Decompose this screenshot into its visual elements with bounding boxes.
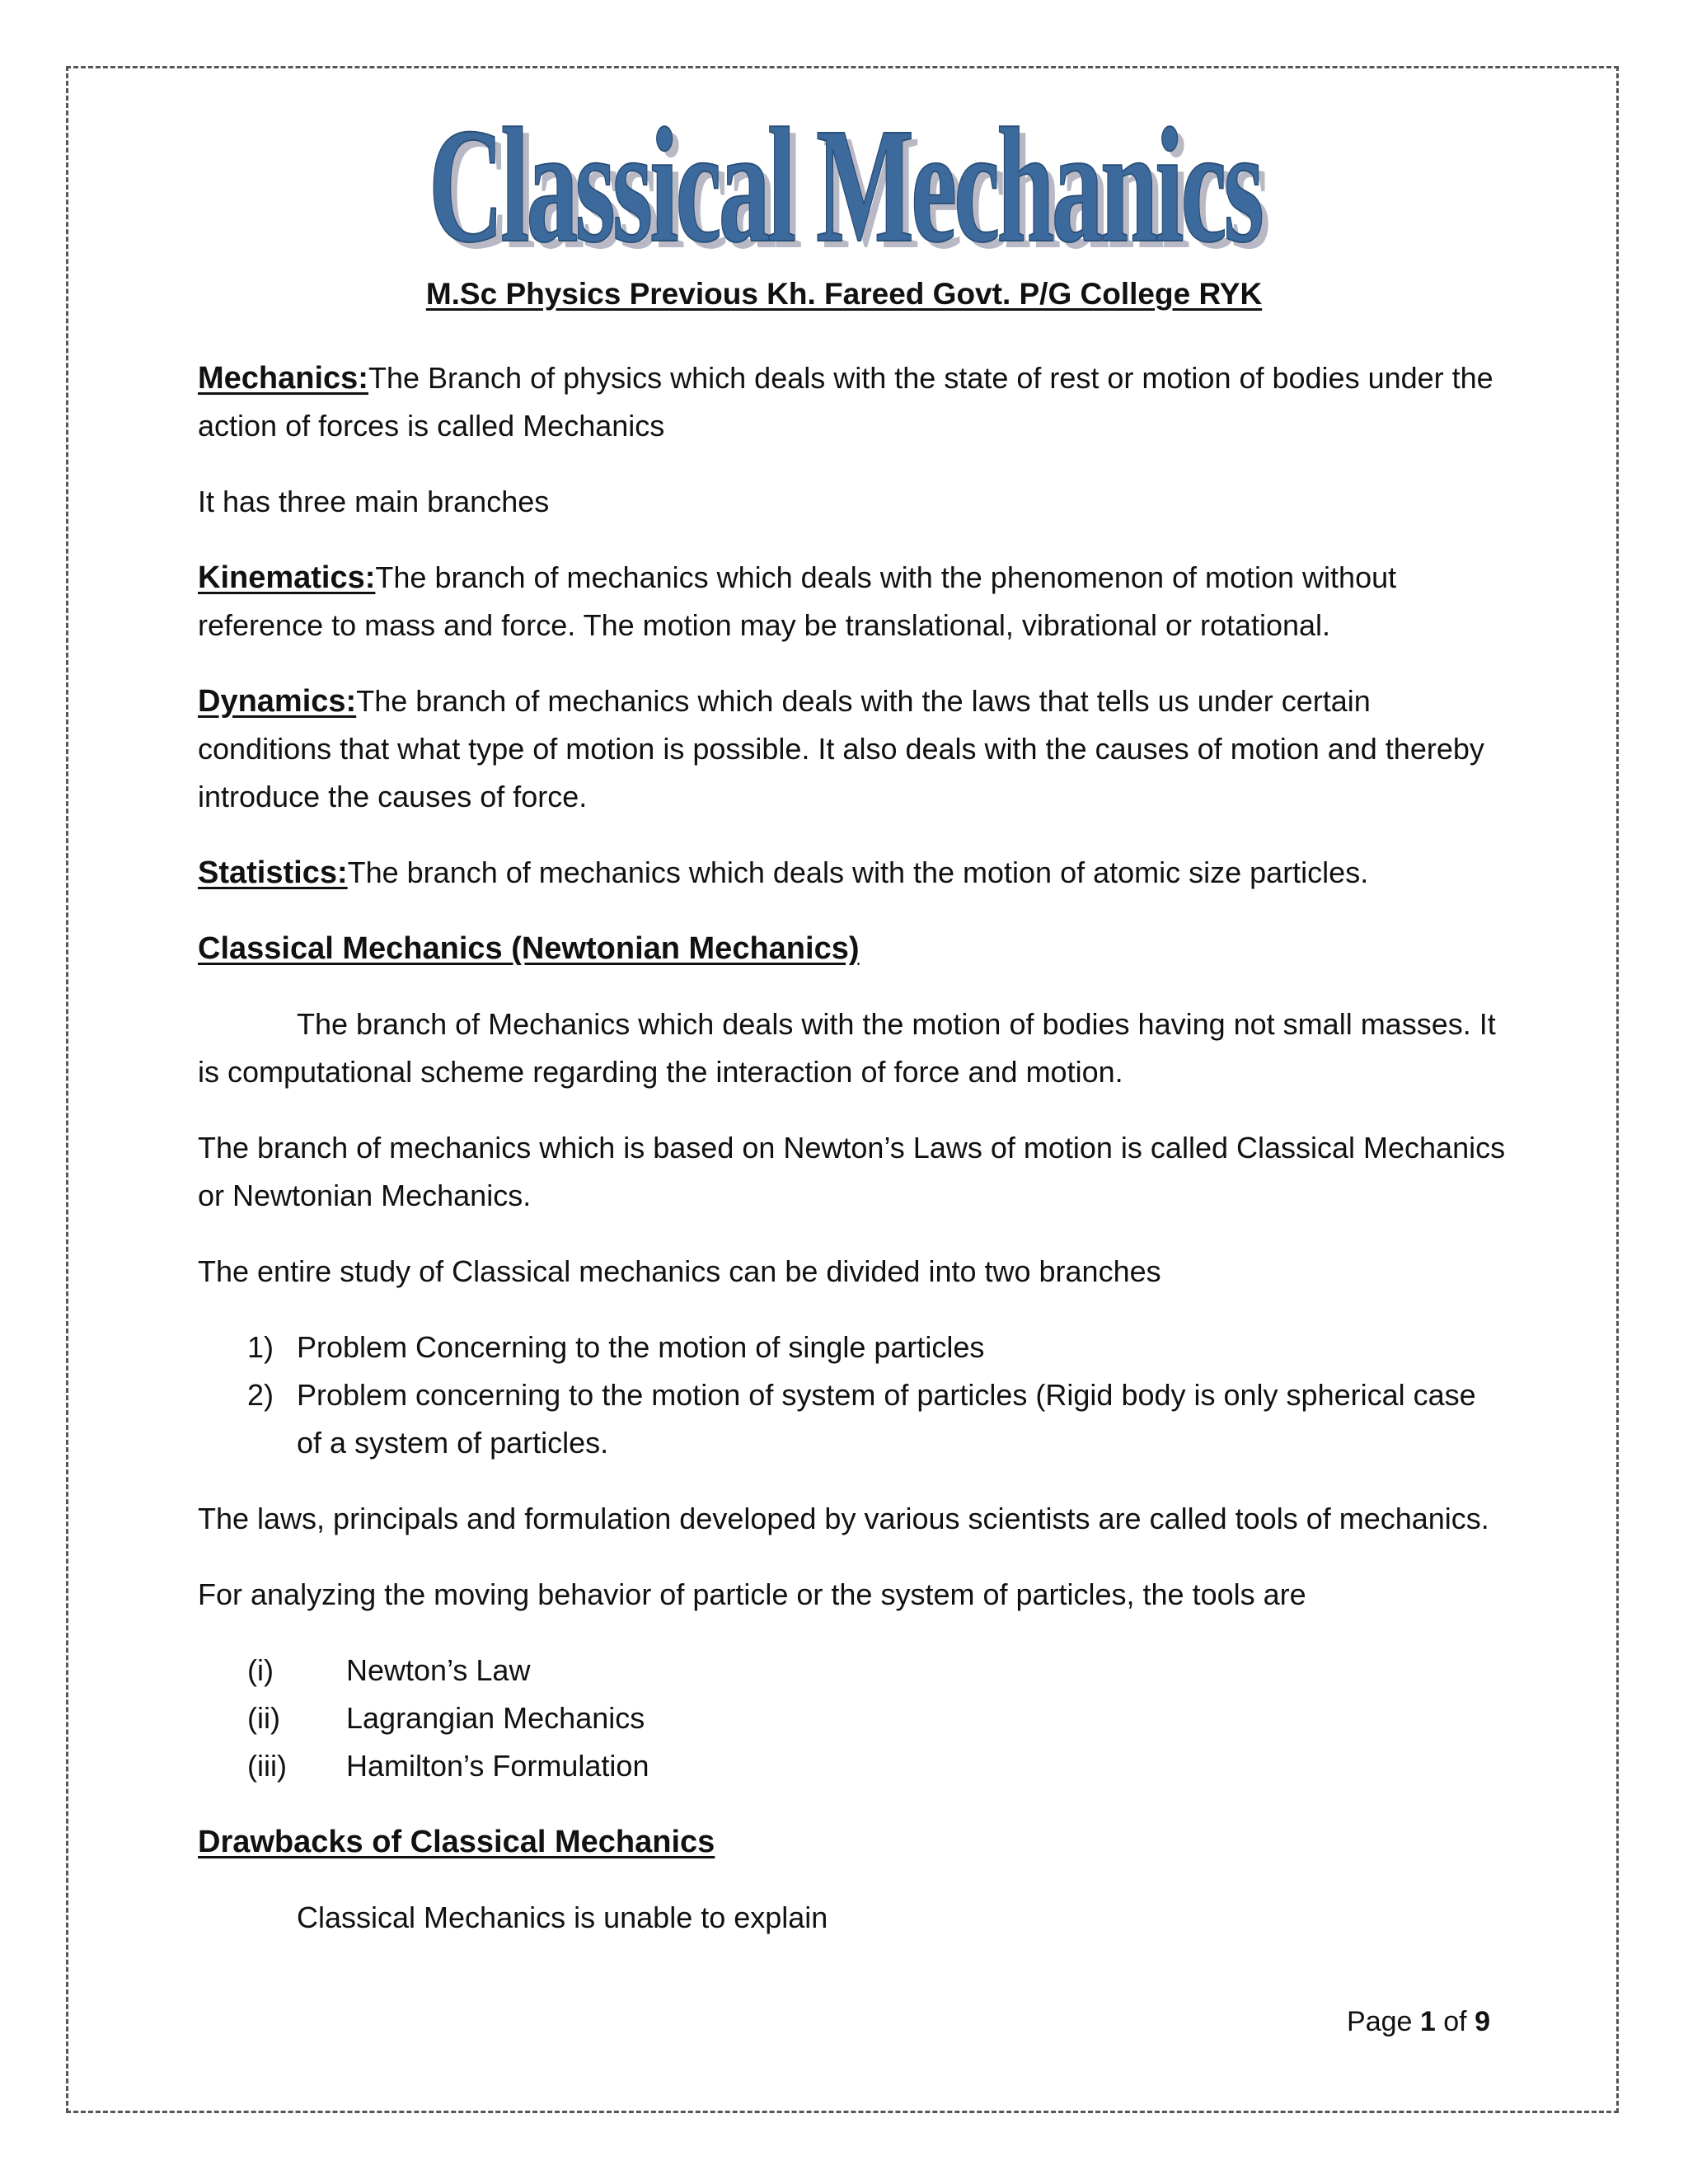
page-subtitle: M.Sc Physics Previous Kh. Fareed Govt. P/G College RYK [425,277,1263,311]
tools-paragraph-2: For analyzing the moving behavior of particle or the system of particles, the tools are [198,1577,1306,1611]
list-item [198,1742,1508,1790]
page-title: Classical Mechanics [429,95,1262,270]
list-item [198,1371,1508,1467]
page-label: Page [1347,2006,1413,2037]
list-marker: (iii) [247,1749,287,1783]
tools-paragraph-1: The laws, principals and formulation developed by various scientists are called tools of mechanics. [198,1502,1489,1535]
list-item-text: Newton’s Law [346,1653,531,1687]
branches-intro: It has three main branches [198,485,550,518]
list-marker: 2) [247,1378,274,1412]
mechanics-definition [198,354,1508,450]
title-shadow: Classical Mechanics [435,101,1268,270]
statistics-text: The branch of mechanics which deals with the motion of atomic size particles. [347,855,1369,889]
list-item [198,1694,1508,1742]
page-number [1347,2006,1490,2038]
list-item-text: Hamilton’s Formulation [346,1749,649,1783]
document-body [198,354,1508,1970]
list-marker: (i) [247,1653,274,1687]
kinematics-text: The branch of mechanics which deals with the phenomenon of motion without reference to mass and force. The motion may be translational, vibrational or rotational. [198,560,1397,642]
page-current: 1 [1419,2006,1436,2037]
classical-paragraph-3: The entire study of Classical mechanics can be divided into two branches [198,1254,1161,1288]
list-item-text: Problem concerning to the motion of system of particles (Rigid body is only spherical case of a system of particles. [297,1378,1476,1460]
classical-mechanics-heading: Classical Mechanics (Newtonian Mechanics) [198,931,860,966]
term-mechanics: Mechanics: [198,361,368,396]
roman-list [198,1647,1508,1790]
term-statistics: Statistics: [198,855,348,890]
list-item-text: Lagrangian Mechanics [346,1701,645,1735]
page-of: of [1443,2006,1467,2037]
list-item-text: Problem Concerning to the motion of single particles [297,1330,985,1364]
kinematics-definition [198,554,1508,649]
statistics-definition [198,849,1508,897]
list-marker: 1) [247,1330,274,1364]
list-item [198,1647,1508,1694]
dynamics-text: The branch of mechanics which deals with the laws that tells us under certain conditions that what type of motion is possible. It also deals with the causes of motion and thereby introduce the causes of force. [198,684,1484,813]
numbered-list [198,1324,1508,1467]
classical-paragraph-2: The branch of mechanics which is based on Newton’s Laws of motion is called Classical Mechanics or Newtonian Mechanics. [198,1131,1506,1212]
title-banner [0,89,1688,270]
list-item [198,1324,1508,1371]
classical-paragraph-1: The branch of Mechanics which deals with the motion of bodies having not small masses. It is computational scheme regarding the interaction of force and motion. [198,1007,1496,1089]
term-dynamics: Dynamics: [198,684,357,719]
page-total: 9 [1475,2006,1490,2037]
list-marker: (ii) [247,1701,280,1735]
drawbacks-paragraph: Classical Mechanics is unable to explain [297,1900,828,1934]
dynamics-definition [198,677,1508,821]
title-wordart [387,89,1302,270]
drawbacks-heading: Drawbacks of Classical Mechanics [198,1825,715,1859]
mechanics-text: The Branch of physics which deals with the state of rest or motion of bodies under the action of forces is called Mechanics [198,361,1493,443]
term-kinematics: Kinematics: [198,560,376,595]
